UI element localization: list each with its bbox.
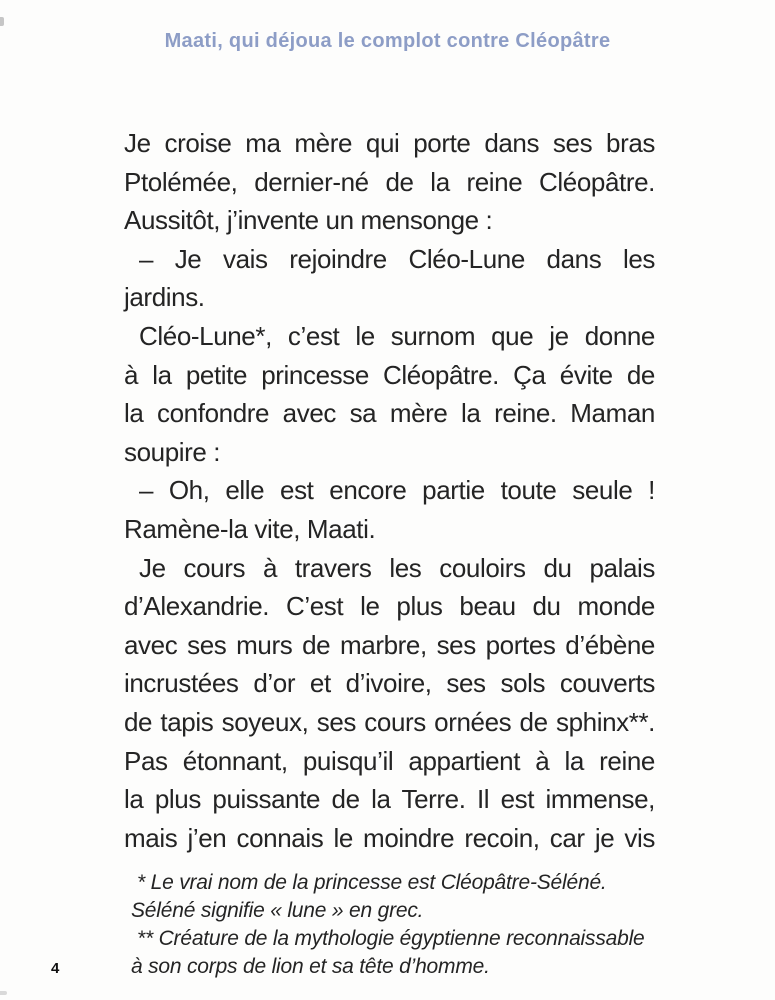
body-line: Aussitôt, j’invente un mensonge : xyxy=(124,205,493,236)
body-line: avec ses murs de marbre, ses portes d’ébène xyxy=(124,629,655,660)
body-line: Je cours à travers les couloirs du palais xyxy=(139,552,655,583)
body-line: mais j’en connais le moindre recoin, car je vis xyxy=(124,822,655,853)
body-line: à la petite princesse Cléopâtre. Ça évite de xyxy=(124,359,655,390)
scan-artifact xyxy=(0,991,7,995)
scan-artifact xyxy=(0,17,4,26)
body-line: – Oh, elle est encore partie toute seule ! xyxy=(139,475,655,506)
footnote-line: * Le vrai nom de la princesse est Cléopâtre-Séléné. xyxy=(137,871,607,894)
footnote-line: à son corps de lion et sa tête d’homme. xyxy=(131,955,490,978)
body-line: de tapis soyeux, ses cours ornées de sphinx**. xyxy=(124,706,655,737)
chapter-title: Maati, qui déjoua le complot contre Cléopâtre xyxy=(164,30,611,52)
body-line: – Je vais rejoindre Cléo-Lune dans les xyxy=(139,243,655,274)
body-line: jardins. xyxy=(124,282,205,313)
body-line: Cléo-Lune*, c’est le surnom que je donne xyxy=(139,320,655,351)
body-line: Ramène-la vite, Maati. xyxy=(124,513,376,544)
footnote-line: ** Créature de la mythologie égyptienne reconnaissable xyxy=(137,927,645,950)
body-line: la plus puissante de la Terre. Il est immense, xyxy=(124,784,655,815)
body-line: Je croise ma mère qui porte dans ses bras xyxy=(124,128,655,158)
page-number: 4 xyxy=(51,960,60,977)
body-line: d’Alexandrie. C’est le plus beau du monde xyxy=(124,591,655,622)
body-line: soupire : xyxy=(124,436,221,467)
body-line: la confondre avec sa mère la reine. Maman xyxy=(124,398,655,429)
body-line: Pas étonnant, puisqu’il appartient à la reine xyxy=(124,745,655,776)
footnote-line: Séléné signifie « lune » en grec. xyxy=(131,899,424,922)
body-line: Ptolémée, dernier-né de la reine Cléopâtre. xyxy=(124,166,655,197)
body-text xyxy=(124,124,655,857)
body-line: incrustées d’or et d’ivoire, ses sols couverts xyxy=(124,668,655,699)
footnotes xyxy=(131,869,658,981)
